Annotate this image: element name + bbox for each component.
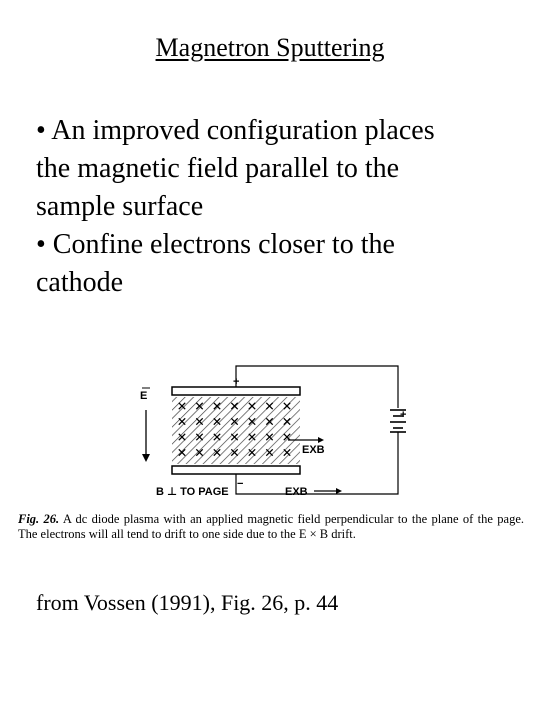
bullet-line: cathode	[36, 267, 124, 298]
figure-caption	[18, 512, 524, 542]
source-citation: from Vossen (1991), Fig. 26, p. 44	[36, 590, 339, 615]
bullet-line: the magnetic field parallel to the	[36, 153, 400, 184]
exb-inside-label: EXB	[302, 444, 325, 456]
anode-sign: +	[233, 376, 240, 388]
e-field-label: E	[140, 390, 148, 402]
battery-plus-sign: +	[400, 409, 407, 421]
b-perpendicular-label: B ⊥ TO PAGE	[156, 486, 229, 498]
e-field-arrowhead	[142, 454, 150, 462]
slide-title: Magnetron Sputtering	[155, 33, 385, 62]
exb-outside-label: EXB	[285, 486, 308, 498]
anode-plate	[172, 387, 300, 395]
bullet-line: • Confine electrons closer to the	[36, 229, 395, 260]
bullet-list	[36, 112, 516, 302]
bullet-line: • An improved configuration places	[36, 115, 435, 146]
cathode-plate	[172, 466, 300, 474]
bullet-line: sample surface	[36, 191, 204, 222]
caption-figure-number: Fig. 26.	[18, 512, 60, 526]
cathode-sign: −	[237, 478, 244, 490]
diode-diagram	[18, 360, 530, 510]
caption-text: A dc diode plasma with an applied magnetic field perpendicular to the plane of the page. The electrons will all tend to drift to one side due to the E × B drift.	[18, 512, 524, 541]
